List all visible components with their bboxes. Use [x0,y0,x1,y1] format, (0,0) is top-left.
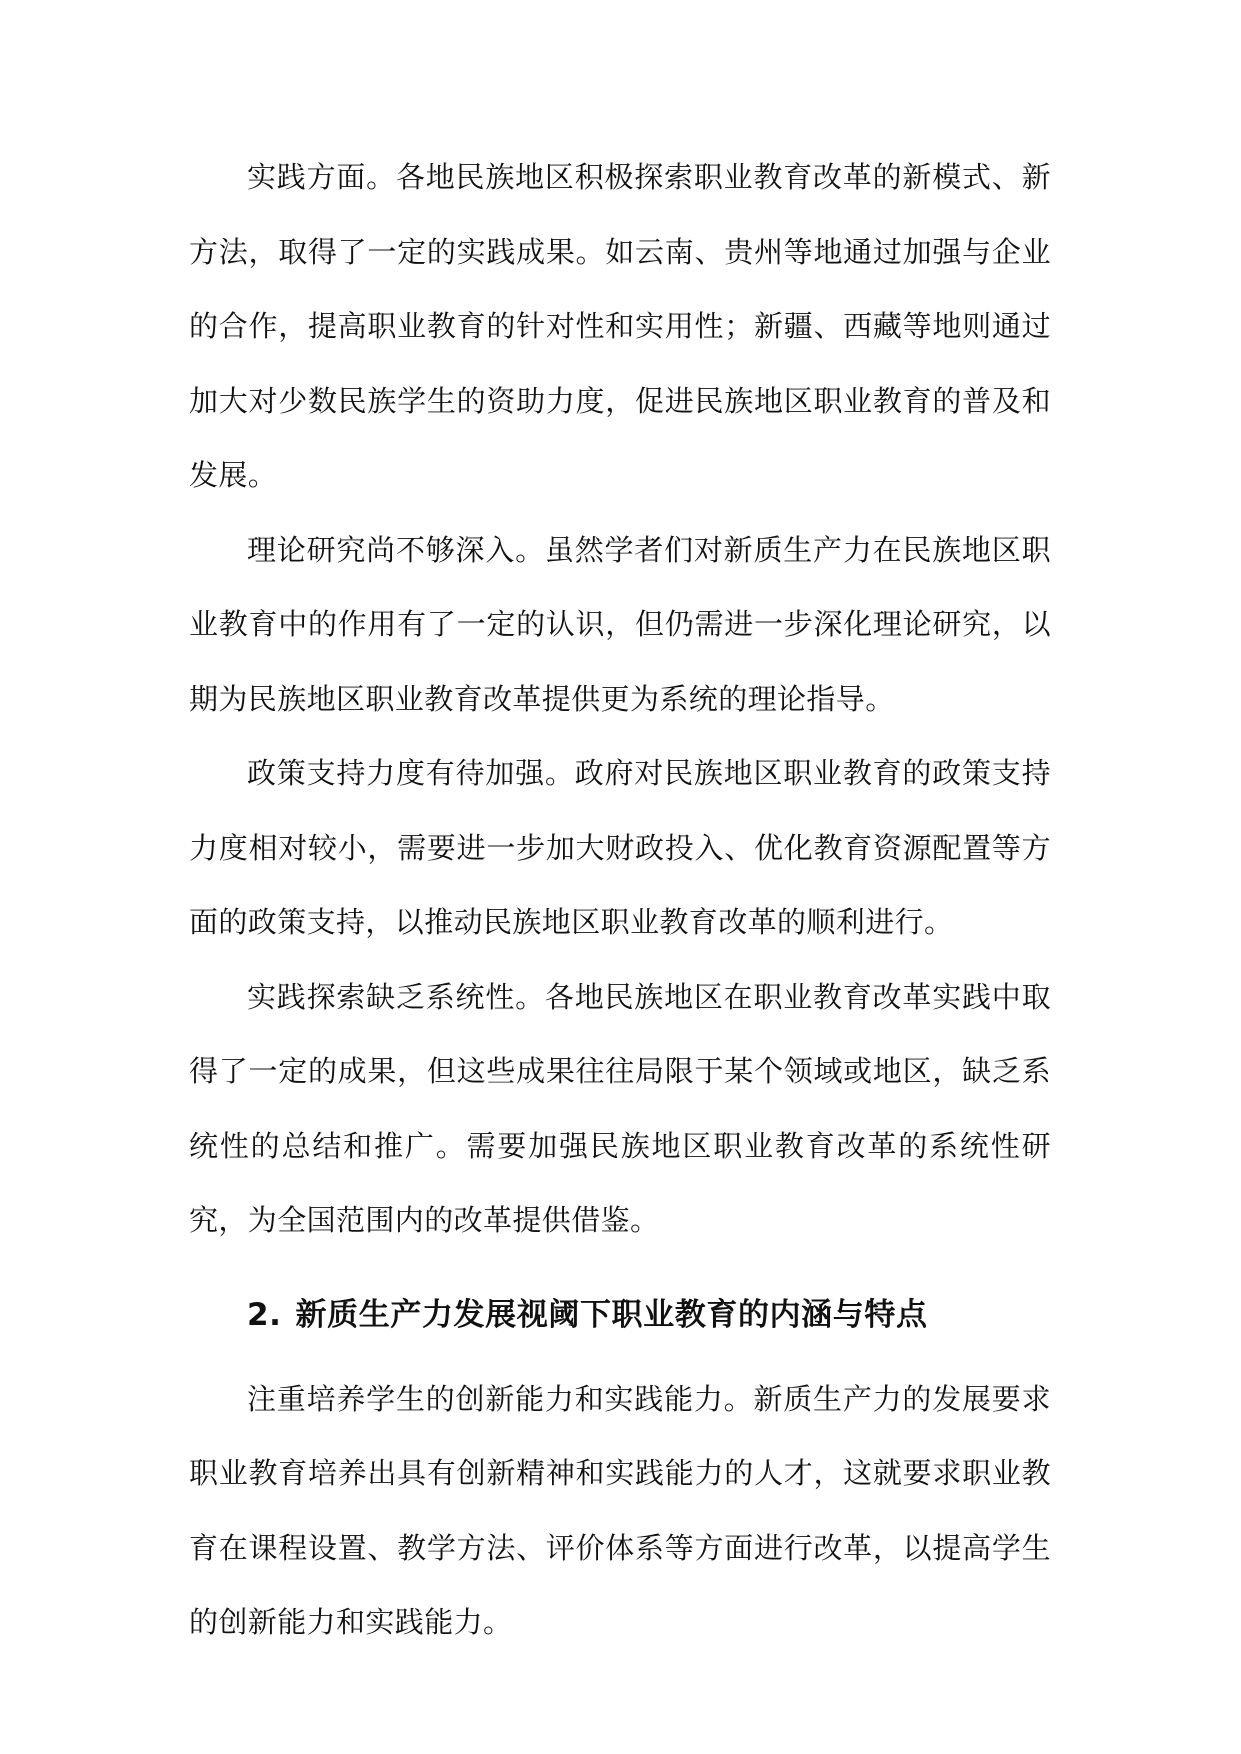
section-heading [189,1278,1051,1352]
paragraph-policy: 政策支持力度有待加强。政府对民族地区职业教育的政策支持力度相对较小，需要进一步加大财政投入、优化教育资源配置等方面的政策支持，以推动民族地区职业教育改革的顺利进行。 [189,756,1051,939]
paragraph-exploration: 实践探索缺乏系统性。各地民族地区在职业教育改革实践中取得了一定的成果，但这些成果往往局限于某个领域或地区，缺乏系统性的总结和推广。需要加强民族地区职业教育改革的系统性研究，为全国范围内的改革提供借鉴。 [189,979,1051,1237]
section-title: 新质生产力发展视阈下职业教育的内涵与特点 [295,1296,928,1333]
section-number: 2. [247,1296,282,1333]
document-body [189,140,1051,1660]
paragraph-innovation: 注重培养学生的创新能力和实践能力。新质生产力的发展要求职业教育培养出具有创新精神和实践能力的人才，这就要求职业教育在课程设置、教学方法、评价体系等方面进行改革，以提高学生的创新能力和实践能力。 [189,1381,1051,1639]
paragraph-theory: 理论研究尚不够深入。虽然学者们对新质生产力在民族地区职业教育中的作用有了一定的认识，但仍需进一步深化理论研究，以期为民族地区职业教育改革提供更为系统的理论指导。 [189,532,1051,716]
paragraph-practice: 实践方面。各地民族地区积极探索职业教育改革的新模式、新方法，取得了一定的实践成果。如云南、贵州等地通过加强与企业的合作，提高职业教育的针对性和实用性；新疆、西藏等地则通过加大对少数民族学生的资助力度，促进民族地区职业教育的普及和发展。 [189,160,1051,492]
